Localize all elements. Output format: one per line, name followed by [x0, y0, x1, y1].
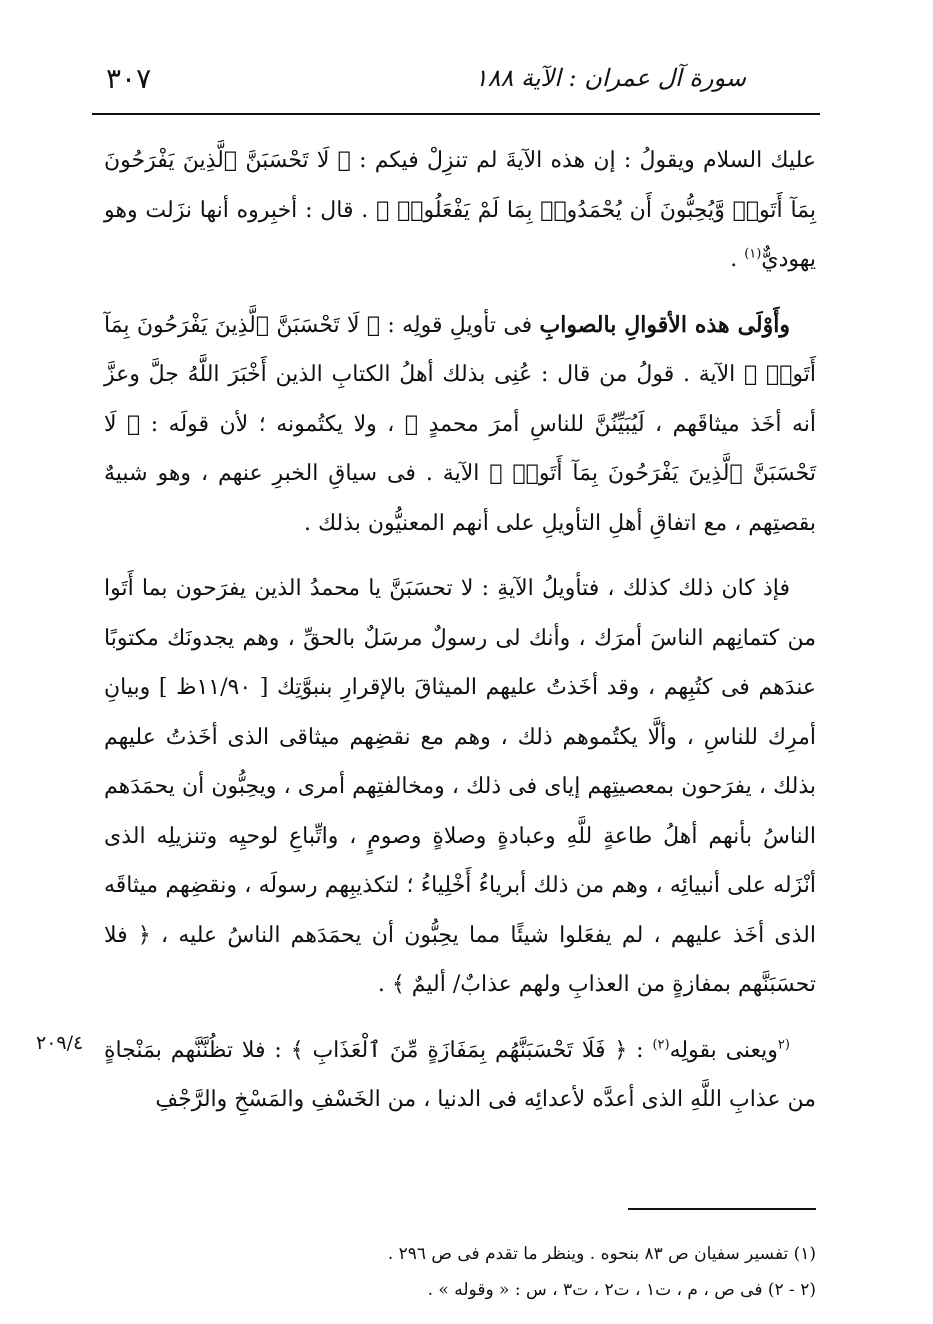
margin-reference: ٢٠٩/٤ — [36, 1032, 84, 1054]
text-line: ميثاقَهم ، لَيُبَيِّنُنَّ للناسِ أمرَ محمدٍ ﷺ ، ولا يكتُمونه ؛ لأن قولَه : ﴿ لَا تَحْسَبَنَّ ٱلَّذِينَ — [104, 411, 816, 486]
text-line: نزَلت وهو يهوديٌّ — [104, 197, 816, 272]
header-rule — [92, 113, 820, 115]
text-line: بذلك ، يفرَحون بمعصيتِهم إياى فى ذلك ، ومخالفتِهم أمرى ، ويحِبُّون أن — [181, 774, 816, 799]
text-line: ويعنى بقولِه — [669, 1037, 778, 1063]
main-text — [104, 136, 816, 1141]
paragraph-2 — [104, 301, 816, 549]
text-line: فإذ كان ذلك كذلك ، فتأويلُ الآيةِ : لا تحسَبَنَّ يا محمدُ الذين يفرَحون بما أَتَوا — [104, 576, 790, 601]
text-line: عندَهم فى كتُبِهم ، وقد أخَذتُ عليهم الميثاقَ بالإقرارِ بنبوَّتِك [ ١١/٩٠ظ ] وبيانِ — [104, 675, 816, 700]
footnotes — [300, 1236, 816, 1308]
page-number: ٣٠٧ — [106, 62, 152, 95]
text-line: ميثاقَه الذى أخَذ عليهم ، لم يفعَلوا شيئًا مما يحِبُّون أن يحمَدَهم الناسُ عليه ، ﴿ فلا — [104, 873, 816, 948]
text-line: يَفْرَحُونَ بِمَآ أَتَوا۟ وَّيُحِبُّونَ أَن يُحْمَدُوا۟ بِمَا لَمْ يَفْعَلُوا۟ ﴾ . قال : أخبِروه أنها — [104, 148, 817, 223]
text-line: بمَنْجاةٍ من عذابِ اللَّهِ الذى أعدَّه لأعدائِه فى الدنيا ، من الخَسْفِ والمَسْخِ والرَّجْفِ — [104, 1037, 816, 1112]
footnote-rule — [628, 1208, 816, 1210]
paragraph-3 — [104, 564, 816, 1010]
paragraph-1 — [104, 136, 816, 285]
footnote-1: (١) تفسير سفيان ص ٨٣ بنحوه . وينظر ما تقدم فى ص ٢٩٦ . — [387, 1244, 816, 1264]
footnote-marker: (٢ — [777, 1037, 790, 1053]
text-line: . — [730, 247, 745, 272]
paragraph-4 — [104, 1026, 816, 1125]
footnote-2: (٢ - ٢) فى ص ، م ، ت١ ، ت٢ ، ت٣ ، س : « وقوله » . — [427, 1280, 816, 1300]
footnote-marker: (٢) — [652, 1037, 670, 1053]
page-header — [106, 58, 816, 110]
text-line: فى تأويلِ قولِه : ﴿ لَا تَحْسَبَنَّ ٱلَّذِينَ يَفْرَحُونَ بِمَآ — [104, 312, 540, 338]
text-line: يَفْرَحُونَ بِمَآ أَتَوا۟ ﴾ الآية . فى سياقِ الخبرِ عنهم ، وهو شبيهٌ بقصتِهم ، مع اتفاقِ أهلِ — [104, 461, 816, 536]
text-line: الذى أنْزَله على أنبيائِه ، وهم من ذلك أبرياءُ أَخْلِياءُ ؛ لتكذيبِهم رسولَه ، ونقضِهم — [104, 823, 817, 898]
text-line: تحسَبَنَّهم بمفازةٍ من العذابِ ولهم عذابٌ/ أليمٌ ﴾ . — [377, 972, 816, 997]
footnote-marker: (١) — [744, 246, 762, 262]
text-line: من كتمانِهم الناسَ أمرَك ، وأنك لى رسولٌ مرسَلٌ بالحقِّ ، وهم يجدونَك مكتوبًا — [104, 625, 816, 651]
text-line: أَتَوا۟ ﴾ الآية . قولُ من قال : عُنِى بذلك أهلُ الكتابِ الذين أَخْبَرَ اللَّهُ جلَّ وعزَّ أنه أخَذ — [104, 362, 816, 437]
text-line: : ﴿ فَلَا تَحْسَبَنَّهُم بِمَفَازَةٍ مِّنَ ٱلْعَذَابِ ﴾ : فلا تظُنَّنَّهم — [170, 1037, 653, 1063]
text-line: عليك السلام ويقولُ : إن هذه الآيةَ لم تنزِلْ فيكم : ﴿ لَا تَحْسَبَنَّ ٱلَّذِينَ — [182, 148, 817, 173]
running-title: سورة آل عمران : الآية ١٨٨ — [474, 64, 746, 92]
text-line: يحمَدَهم الناسُ بأنهم أهلُ طاعةٍ للَّهِ وعبادةٍ وصلاةٍ وصومٍ ، واتِّباعِ لوحيِه وتنزيلِه — [104, 774, 816, 849]
text-line: التأويلِ على أنهم المعنيُّون بذلك . — [304, 510, 602, 536]
text-line: أمرِك للناسِ ، وألَّا يكتُموهم ذلك ، وهم مع نقضِهم ميثاقى الذى أخَذتُ عليهم — [104, 724, 816, 750]
bold-lead-phrase: وأَوْلَى هذه الأقوالِ بالصوابِ — [539, 311, 790, 338]
